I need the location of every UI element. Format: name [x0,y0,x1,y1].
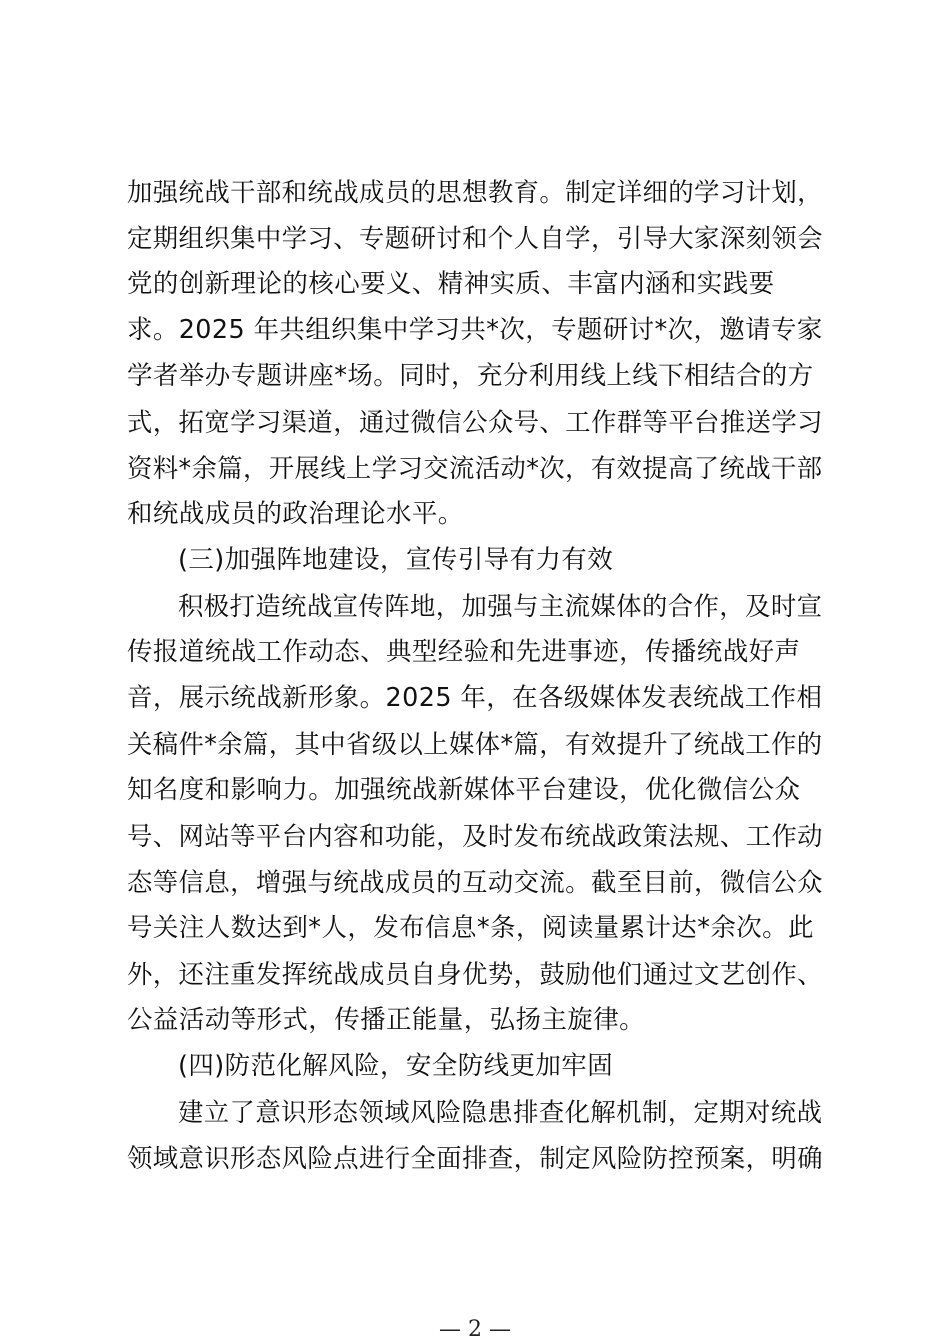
body-text-line: 党的创新理论的核心要义、精神实质、丰富内涵和实践要 [127,269,775,299]
section-heading-3: (三)加强阵地建设，宣传引导有力有效 [178,545,614,575]
body-text-line: 和统战成员的政治理论水平。 [127,499,464,529]
body-text-line: 资料*余篇，开展线上学习交流活动*次，有效提高了统战干部 [127,453,823,483]
body-text-line: 号、网站等平台内容和功能，及时发布统战政策法规、工作动 [127,821,823,851]
body-text-line: 加强统战干部和统战成员的思想教育。制定详细的学习计划， [127,177,823,207]
body-text-line: 态等信息，增强与统战成员的互动交流。截至目前，微信公众 [127,867,823,897]
body-text-line: 求。2025 年共组织集中学习共*次，专题研讨*次，邀请专家 [127,315,823,345]
body-text-line: 式，拓宽学习渠道，通过微信公众号、工作群等平台推送学习 [127,407,823,437]
page-number: — 2 — [439,1317,511,1342]
body-text-line: 音，展示统战新形象。2025 年，在各级媒体发表统战工作相 [127,683,823,713]
body-text-line: 领域意识形态风险点进行全面排查，制定风险防控预案，明确 [127,1143,823,1173]
body-text-line: 传报道统战工作动态、典型经验和先进事迹，传播统战好声 [127,637,801,667]
body-text-line: 外，还注重发挥统战成员自身优势，鼓励他们通过文艺创作、 [127,959,823,989]
section-heading-4: (四)防范化解风险，安全防线更加牢固 [178,1051,614,1081]
body-text-line: 建立了意识形态领域风险隐患排查化解机制，定期对统战 [178,1097,823,1127]
body-text-line: 知名度和影响力。加强统战新媒体平台建设，优化微信公众 [127,775,801,805]
body-text-line: 号关注人数达到*人，发布信息*条，阅读量累计达*余次。此 [127,913,814,943]
body-text-line: 学者举办专题讲座*场。同时，充分利用线上线下相结合的方 [127,361,814,391]
body-text-line: 公益活动等形式，传播正能量，弘扬主旋律。 [127,1005,646,1035]
body-text-line: 积极打造统战宣传阵地，加强与主流媒体的合作，及时宣 [178,591,823,621]
body-text-line: 关稿件*余篇，其中省级以上媒体*篇，有效提升了统战工作的 [127,729,823,759]
body-text-line: 定期组织集中学习、专题研讨和个人自学，引导大家深刻领会 [127,223,823,253]
